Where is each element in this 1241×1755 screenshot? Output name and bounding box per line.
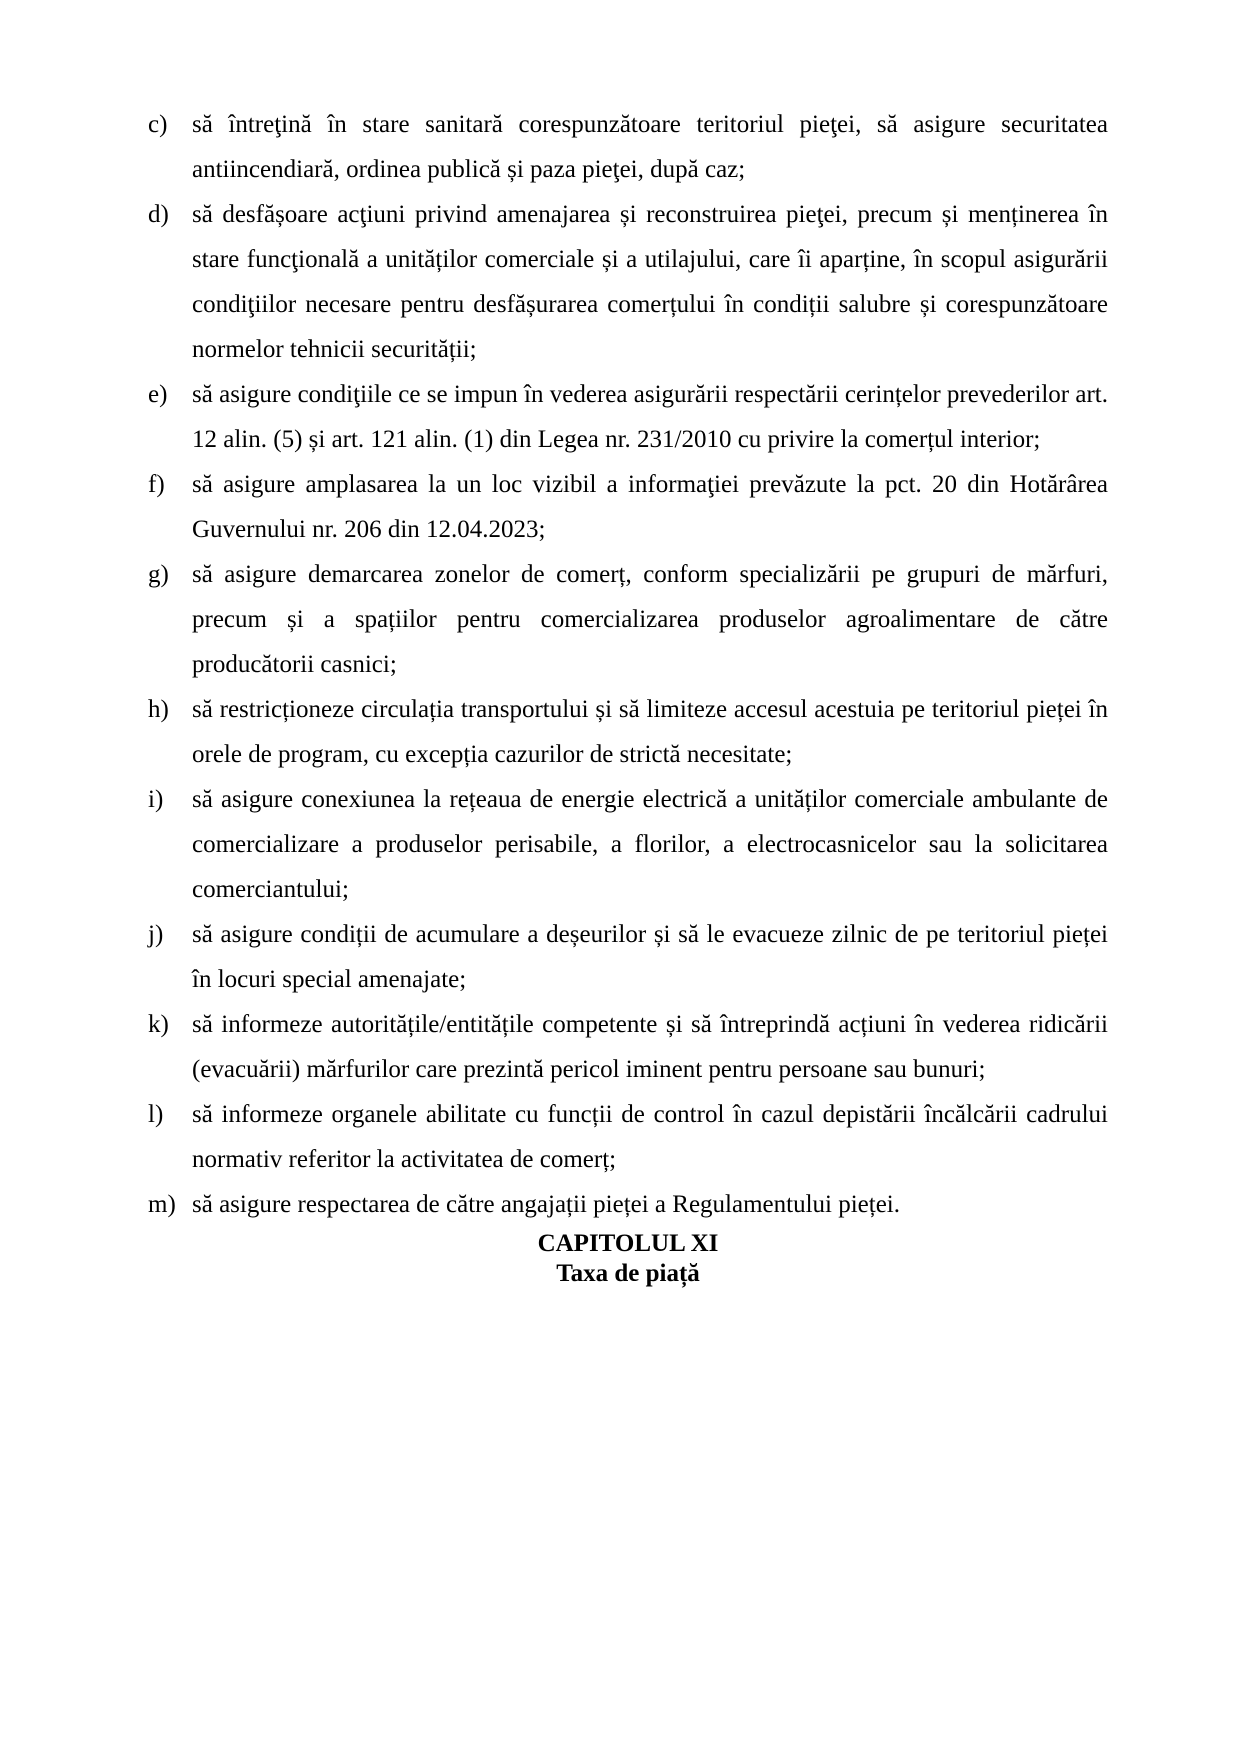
- item-label: h): [148, 696, 169, 723]
- item-text: să restricționeze circulația transportului și să limiteze accesul acestuia pe teritoriul pieței în orele de program, cu excepția cazurilor de strictă necesitate;: [192, 696, 1108, 768]
- item-text: să asigure conexiunea la rețeaua de energie electrică a unităților comerciale ambulante de comercializare a produselor perisabile, a florilor, a electrocasnicelor sau la solicitarea comerciantului;: [192, 786, 1108, 903]
- item-text: să asigure respectarea de către angajații pieței a Regulamentului pieței.: [192, 1191, 900, 1218]
- item-label: l): [148, 1101, 164, 1128]
- item-label: g): [148, 561, 169, 588]
- chapter-number: CAPITOLUL XI: [537, 1230, 719, 1257]
- item-text: să asigure condiţiile ce se impun în vederea asigurării respectării cerințelor prevederilor art. 12 alin. (5) și art. 121 alin. (1) din Legea nr. 231/2010 cu privire la comerțul interior;: [192, 381, 1108, 453]
- item-label: d): [148, 201, 169, 228]
- item-label: f): [148, 471, 165, 498]
- item-text: să întreţină în stare sanitară corespunzătoare teritoriul pieţei, să asigure securitatea antiincendiară, ordinea publică și paza pieţei, după caz;: [192, 111, 1108, 183]
- item-text: să asigure amplasarea la un loc vizibil a informaţiei prevăzute la pct. 20 din Hotărârea Guvernului nr. 206 din 12.04.2023;: [192, 471, 1108, 543]
- item-label: m): [148, 1191, 176, 1218]
- list-item-d: [148, 192, 1108, 372]
- document-page: [148, 102, 1108, 1289]
- item-text: să informeze organele abilitate cu funcții de control în cazul depistării încălcării cadrului normativ referitor la activitatea de comerț;: [192, 1101, 1108, 1173]
- item-label: j): [148, 921, 164, 948]
- item-label: c): [148, 111, 168, 138]
- chapter-heading: [148, 1229, 1108, 1289]
- list-item-j: [148, 912, 1108, 1002]
- item-label: e): [148, 381, 168, 408]
- item-text: să asigure condiții de acumulare a deșeurilor și să le evacueze zilnic de pe teritoriul pieței în locuri special amenajate;: [192, 921, 1108, 993]
- item-label: i): [148, 786, 164, 813]
- list-item-i: [148, 777, 1108, 912]
- list-item-e: [148, 372, 1108, 462]
- list-item-k: [148, 1002, 1108, 1092]
- list-item-f: [148, 462, 1108, 552]
- list-item-m: [148, 1182, 1108, 1227]
- item-label: k): [148, 1011, 169, 1038]
- chapter-title: Taxa de piață: [556, 1260, 700, 1287]
- list-item-h: [148, 687, 1108, 777]
- item-text: să informeze autoritățile/entitățile competente și să întreprindă acțiuni în vederea ridicării (evacuării) mărfurilor care prezintă pericol iminent pentru persoane sau bunuri;: [192, 1011, 1108, 1083]
- list-item-g: [148, 552, 1108, 687]
- list-item-l: [148, 1092, 1108, 1182]
- item-text: să desfășoare acţiuni privind amenajarea și reconstruirea pieţei, precum și menținerea în stare funcţională a unităților comerciale și a utilajului, care îi aparține, în scopul asigurării condiţiilor necesare pentru desfășurarea comerțului în condiții salubre și corespunzătoare normelor tehnicii securității;: [192, 201, 1108, 363]
- list-item-c: [148, 102, 1108, 192]
- item-text: să asigure demarcarea zonelor de comerț, conform specializării pe grupuri de mărfuri, precum și a spațiilor pentru comercializarea produselor agroalimentare de către producătorii casnici;: [192, 561, 1108, 678]
